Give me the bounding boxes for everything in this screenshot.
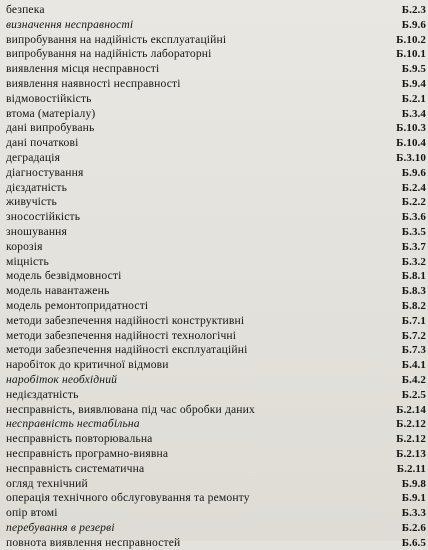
index-term: несправність нестабільна: [6, 417, 140, 431]
index-code: Б.4.2: [401, 373, 426, 386]
index-code: Б.3.4: [401, 107, 426, 120]
index-code: Б.2.5: [401, 388, 426, 401]
index-code: Б.6.5: [401, 536, 426, 549]
index-term: недієздатність: [6, 387, 79, 401]
index-entry: [6, 33, 428, 48]
index-entry: [6, 358, 428, 373]
index-term: несправність систематична: [6, 461, 145, 475]
index-term: відмовостійкість: [6, 91, 92, 105]
index-code: Б.3.2: [401, 255, 426, 268]
index-entry: [6, 299, 428, 314]
index-code: Б.10.4: [396, 137, 426, 150]
index-entry: [6, 491, 428, 506]
index-term: огляд технічний: [6, 476, 88, 490]
index-term: несправність, виявлювана під час обробки даних: [6, 402, 255, 416]
index-entry: [6, 181, 428, 196]
index-entry: [6, 121, 428, 136]
index-term: безпека: [6, 3, 45, 16]
index-code: Б.10.3: [396, 122, 426, 135]
index-entry: [6, 284, 428, 299]
index-term: живучість: [6, 195, 57, 209]
index-entry: [6, 343, 428, 358]
index-entry: [6, 47, 428, 62]
index-entry: [6, 136, 428, 151]
index-entry: [6, 3, 428, 18]
index-code: Б.2.6: [401, 521, 426, 534]
index-term: дані випробувань: [6, 121, 95, 135]
index-term: перебування в резерві: [6, 520, 115, 534]
index-term: корозія: [6, 239, 43, 253]
index-term: деградація: [6, 150, 61, 164]
index-term: модель навантажень: [6, 284, 110, 298]
index-term: втома (матеріалу): [6, 106, 96, 120]
index-term: виявлення наявності несправності: [6, 76, 181, 90]
term-index-list: [6, 3, 428, 550]
index-code: Б.8.1: [401, 270, 426, 283]
index-entry: [6, 92, 428, 107]
index-term: модель безвідмовності: [6, 269, 122, 283]
index-term: операція технічного обслуговування та ремонту: [6, 491, 250, 505]
index-entry: [6, 166, 428, 181]
index-term: випробування на надійність експлуатаційні: [6, 32, 227, 46]
index-code: Б.2.12: [396, 433, 426, 446]
index-term: виявлення місця несправності: [6, 62, 160, 76]
index-term: несправність програмно-виявна: [6, 446, 169, 460]
index-term: методи забезпечення надійності конструктивні: [6, 313, 245, 327]
index-entry: [6, 521, 428, 536]
index-entry: [6, 195, 428, 210]
index-term: повнота виявлення несправностей: [6, 535, 181, 549]
index-entry: [6, 269, 428, 284]
index-code: Б.9.6: [401, 166, 426, 179]
index-code: Б.2.11: [396, 462, 426, 475]
index-term: наробіток необхідний: [6, 372, 118, 386]
index-entry: [6, 225, 428, 240]
index-entry: [6, 77, 428, 92]
index-entry: [6, 329, 428, 344]
index-entry: [6, 447, 428, 462]
index-code: Б.10.2: [396, 33, 426, 46]
index-code: Б.9.4: [401, 77, 426, 90]
index-code: Б.2.3: [401, 4, 426, 16]
index-code: Б.4.1: [401, 359, 426, 372]
index-entry: [6, 417, 428, 432]
index-entry: [6, 107, 428, 122]
index-entry: [6, 432, 428, 447]
index-term: міцність: [6, 254, 49, 268]
index-entry: [6, 62, 428, 77]
index-entry: [6, 462, 428, 477]
index-entry: [6, 151, 428, 166]
index-code: Б.7.1: [401, 314, 426, 327]
index-entry: [6, 506, 428, 521]
index-term: визначення несправності: [6, 17, 134, 31]
index-term: методи забезпечення надійності експлуатаційні: [6, 343, 248, 357]
index-term: зносостійкість: [6, 210, 81, 224]
index-code: Б.3.6: [401, 211, 426, 224]
index-term: випробування на надійність лабораторні: [6, 47, 212, 61]
index-code: Б.2.12: [396, 418, 426, 431]
index-code: Б.2.13: [396, 447, 426, 460]
index-term: модель ремонтопридатності: [6, 298, 149, 312]
index-code: Б.7.3: [401, 344, 426, 357]
index-code: Б.9.1: [401, 492, 426, 505]
index-entry: [6, 388, 428, 403]
index-entry: [6, 536, 428, 550]
index-term: зношування: [6, 224, 68, 238]
index-term: несправність повторювальна: [6, 432, 153, 446]
index-code: Б.9.8: [401, 477, 426, 490]
index-entry: [6, 18, 428, 33]
index-entry: [6, 255, 428, 270]
index-code: Б.10.1: [396, 48, 426, 61]
index-code: Б.3.5: [401, 225, 426, 238]
index-code: Б.2.2: [401, 196, 426, 209]
index-code: Б.3.10: [396, 151, 426, 164]
index-entry: [6, 210, 428, 225]
index-term: діагностування: [6, 165, 84, 179]
index-code: Б.9.6: [401, 18, 426, 31]
index-entry: [6, 240, 428, 255]
index-term: методи забезпечення надійності технологічні: [6, 328, 237, 342]
index-term: наробіток до критичної відмови: [6, 358, 169, 372]
index-code: Б.2.1: [401, 92, 426, 105]
index-code: Б.3.7: [401, 240, 426, 253]
index-code: Б.7.2: [401, 329, 426, 342]
index-code: Б.2.4: [401, 181, 426, 194]
index-entry: [6, 314, 428, 329]
index-entry: [6, 373, 428, 388]
index-entry: [6, 403, 428, 418]
index-term: дієздатність: [6, 180, 68, 194]
index-term: дані початкові: [6, 136, 79, 150]
index-code: Б.9.5: [401, 63, 426, 76]
index-code: Б.3.3: [401, 507, 426, 520]
index-code: Б.8.3: [401, 285, 426, 298]
index-code: Б.2.14: [396, 403, 426, 416]
index-entry: [6, 477, 428, 492]
index-term: опір втомі: [6, 506, 58, 520]
index-code: Б.8.2: [401, 299, 426, 312]
